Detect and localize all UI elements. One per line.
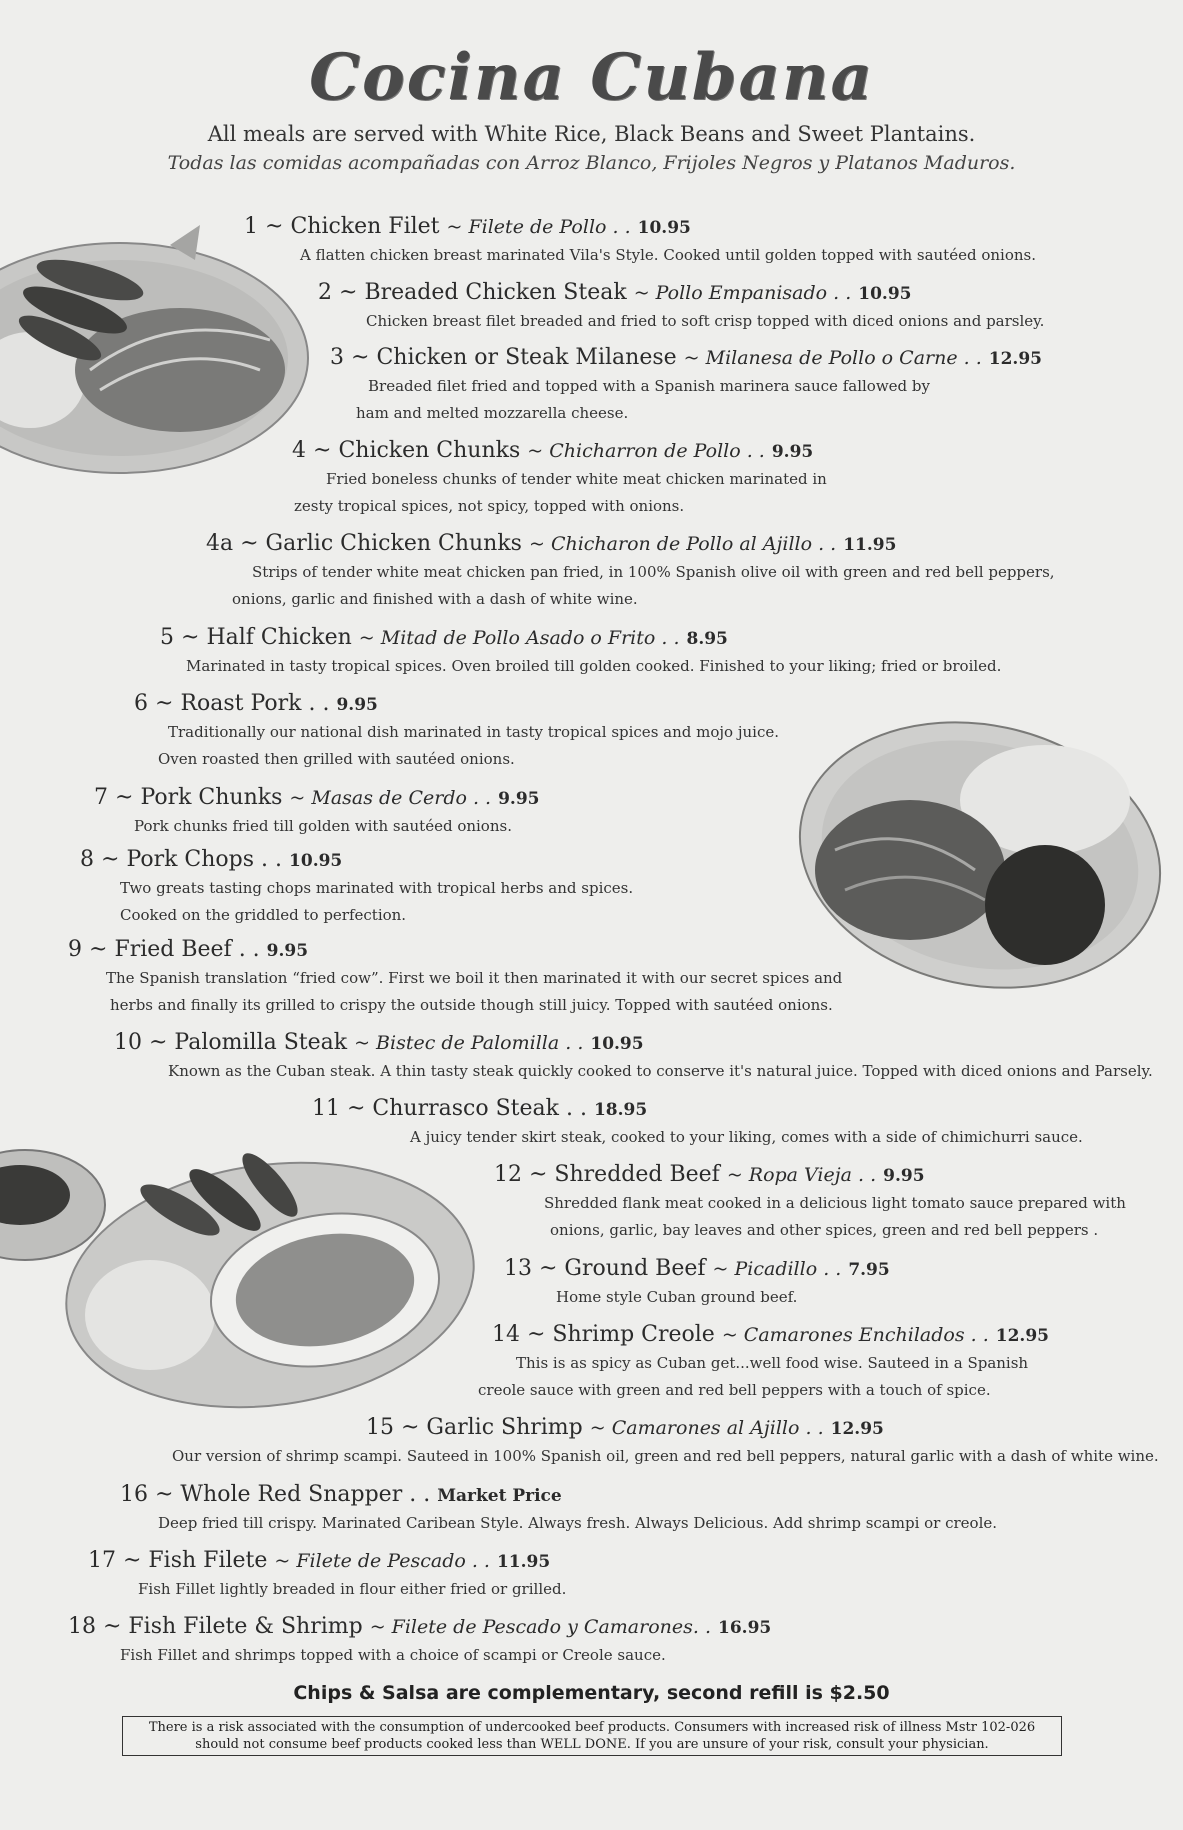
item-name: Garlic Chicken Chunks (265, 531, 522, 556)
item-name: Garlic Shrimp (426, 1415, 583, 1440)
menu-item-3: 3 ~ Chicken or Steak Milanese ~ Milanesa de Pollo o Carne . . 12.95 Breaded filet fried and topped with a Spanish marinera sauce fallowed by ham and melted mozzarella cheese. (330, 344, 1042, 427)
menu-item-5: 5 ~ Half Chicken ~ Mitad de Pollo Asado o Frito . . 8.95 Marinated in tasty tropical spices. Oven broiled till golden cooked. Finished to your liking; fried or broiled. (160, 624, 1001, 680)
intro-english: All meals are served with White Rice, Black Beans and Sweet Plantains. (207, 122, 976, 146)
item-desc: A flatten chicken breast marinated Vila's Style. Cooked until golden topped with sautéed onions. (300, 246, 1036, 264)
item-desc: Our version of shrimp scampi. Sauteed in 100% Spanish oil, green and red bell peppers, natural garlic with a dash of white wine. (172, 1447, 1159, 1465)
warning-line-1: There is a risk associated with the consumption of undercooked beef products. Consumers with increased risk of illness Mstr 102-026 (148, 1720, 1036, 1735)
item-desc: Shredded flank meat cooked in a delicious light tomato sauce prepared with (544, 1194, 1126, 1212)
item-name: Shrimp Creole (552, 1322, 715, 1347)
item-desc: zesty tropical spices, not spicy, topped with onions. (294, 497, 685, 515)
item-desc: Breaded filet fried and topped with a Spanish marinera sauce fallowed by (368, 377, 930, 395)
item-desc: Home style Cuban ground beef. (556, 1288, 798, 1306)
menu-item-9: 9 ~ Fried Beef . . 9.95 The Spanish translation “fried cow”. First we boil it then marinated it with our secret spices and herbs and finally its grilled to crispy the outside though still juicy. Topped with sautéed onions. (68, 936, 842, 1019)
item-name: Chicken Chunks (338, 438, 521, 463)
item-price: 11.95 (843, 535, 897, 555)
item-desc: Cooked on the griddled to perfection. (120, 906, 407, 924)
item-name: Fish Filete & Shrimp (128, 1614, 363, 1639)
item-price: 9.95 (498, 789, 540, 809)
item-desc: Fish Fillet and shrimps topped with a choice of scampi or Creole sauce. (120, 1646, 666, 1664)
item-desc: herbs and finally its grilled to crispy the outside though still juicy. Topped with sautéed onions. (110, 996, 833, 1014)
item-name: Ground Beef (564, 1256, 706, 1281)
menu-item-4: 4 ~ Chicken Chunks ~ Chicharron de Pollo . . 9.95 Fried boneless chunks of tender white meat chicken marinated in zesty tropical spices, not spicy, topped with onions. (292, 437, 827, 520)
menu-item-7: 7 ~ Pork Chunks ~ Masas de Cerdo . . 9.95 Pork chunks fried till golden with sautéed onions. (94, 784, 540, 840)
intro-spanish: Todas las comidas acompañadas con Arroz Blanco, Frijoles Negros y Platanos Maduros. (167, 152, 1016, 174)
menu-item-18: 18 ~ Fish Filete & Shrimp ~ Filete de Pescado y Camarones. . 16.95 Fish Fillet and shrimps topped with a choice of scampi or Creole sauce. (68, 1613, 771, 1669)
health-warning-box (122, 1716, 1062, 1756)
item-desc: Known as the Cuban steak. A thin tasty steak quickly cooked to conserve it's natural juice. Topped with diced onions and Parsely. (168, 1062, 1153, 1080)
item-price: 18.95 (593, 1100, 648, 1120)
item-price: 9.95 (883, 1166, 925, 1186)
menu-item-13: 13 ~ Ground Beef ~ Picadillo . . 7.95 Home style Cuban ground beef. (504, 1255, 890, 1311)
item-desc: Deep fried till crispy. Marinated Caribean Style. Always fresh. Always Delicious. Add shrimp scampi or creole. (158, 1514, 998, 1532)
item-desc: A juicy tender skirt steak, cooked to your liking, comes with a side of chimichurri sauce. (410, 1128, 1083, 1146)
menu-item-2: 2 ~ Breaded Chicken Steak ~ Pollo Empanisado . . 10.95 Chicken breast filet breaded and fried to soft crisp topped with diced onions and parsley. (318, 279, 1044, 335)
item-name: Palomilla Steak (174, 1030, 348, 1055)
menu-item-6: 6 ~ Roast Pork . . 9.95 Traditionally our national dish marinated in tasty tropical spices and mojo juice. Oven roasted then grilled with sautéed onions. (134, 690, 779, 773)
item-price: 7.95 (848, 1260, 890, 1280)
menu-item-11: 11 ~ Churrasco Steak . . 18.95 A juicy tender skirt steak, cooked to your liking, comes with a side of chimichurri sauce. (312, 1095, 1083, 1151)
item-name: Half Chicken (206, 625, 352, 650)
menu-item-10: 10 ~ Palomilla Steak ~ Bistec de Palomilla . . 10.95 Known as the Cuban steak. A thin tasty steak quickly cooked to conserve it's natural juice. Topped with diced onions and Parsely. (114, 1029, 1153, 1085)
item-price: 12.95 (995, 1326, 1049, 1346)
item-name: Churrasco Steak . . (372, 1096, 587, 1121)
item-spanish: ~ Filete de Pollo . . (446, 216, 631, 238)
item-price: 8.95 (686, 629, 728, 649)
item-price: 10.95 (637, 218, 691, 238)
item-desc: ham and melted mozzarella cheese. (356, 404, 629, 422)
item-name: Fish Filete (148, 1548, 268, 1573)
item-desc: The Spanish translation “fried cow”. First we boil it then marinated it with our secret spices and (106, 969, 843, 987)
menu-item-1 (244, 213, 1036, 269)
item-price: 12.95 (988, 349, 1042, 369)
item-price: 9.95 (336, 695, 378, 715)
item-price: 9.95 (266, 941, 309, 961)
item-desc: Traditionally our national dish marinated in tasty tropical spices and mojo juice. (168, 723, 779, 741)
item-desc: Two greats tasting chops marinated with tropical herbs and spices. (120, 879, 634, 897)
item-desc: Fried boneless chunks of tender white meat chicken marinated in (326, 470, 827, 488)
item-price: 12.95 (830, 1419, 884, 1439)
item-name: Pork Chops . . (126, 847, 283, 872)
item-name: Shredded Beef (554, 1162, 720, 1187)
item-price: 10.95 (289, 851, 343, 871)
item-desc: Oven roasted then grilled with sautéed onions. (158, 750, 515, 768)
item-name: Chicken Filet (290, 214, 440, 239)
item-name: Chicken or Steak Milanese (376, 345, 677, 370)
item-name: Roast Pork . . (180, 691, 330, 716)
item-name: Fried Beef . . (114, 937, 260, 962)
item-desc: onions, garlic and finished with a dash of white wine. (232, 590, 638, 608)
menu-title: Cocina Cubana (309, 40, 874, 115)
item-name: Pork Chunks (140, 785, 283, 810)
item-desc: Pork chunks fried till golden with sautéed onions. (134, 817, 512, 835)
shrimp-plate-photo (0, 1140, 480, 1415)
chips-salsa-note: Chips & Salsa are complementary, second refill is $2.50 (293, 1682, 890, 1704)
item-price: 10.95 (590, 1034, 644, 1054)
menu-item-12: 12 ~ Shredded Beef ~ Ropa Vieja . . 9.95 Shredded flank meat cooked in a delicious light tomato sauce prepared with onions, garlic, bay leaves and other spices, green and red bell peppers . (494, 1161, 1126, 1244)
menu-item-8: 8 ~ Pork Chops . . 10.95 Two greats tasting chops marinated with tropical herbs and spices. Cooked on the griddled to perfection. (80, 846, 633, 929)
item-price: 16.95 (718, 1618, 772, 1638)
item-desc: Marinated in tasty tropical spices. Oven broiled till golden cooked. Finished to your liking; fried or broiled. (186, 657, 1002, 675)
item-name: Breaded Chicken Steak (364, 280, 627, 305)
menu-item-14: 14 ~ Shrimp Creole ~ Camarones Enchilados . . 12.95 This is as spicy as Cuban get...well food wise. Sauteed in a Spanish creole sauce with green and red bell peppers with a touch of spice. (492, 1321, 1049, 1404)
item-desc: This is as spicy as Cuban get...well food wise. Sauteed in a Spanish (516, 1354, 1029, 1372)
item-title: 1 ~ (244, 214, 284, 239)
item-price: 11.95 (496, 1552, 551, 1572)
item-desc: creole sauce with green and red bell peppers with a touch of spice. (478, 1381, 991, 1399)
item-price: 9.95 (771, 442, 814, 462)
menu-item-4a: 4a ~ Garlic Chicken Chunks ~ Chicharon de Pollo al Ajillo . . 11.95 Strips of tender white meat chicken pan fried, in 100% Spanish olive oil with green and red bell peppers, onions, garlic and finished with a dash of white wine. (206, 530, 1055, 613)
item-price: 10.95 (858, 284, 912, 304)
item-name: Whole Red Snapper . . (180, 1482, 431, 1507)
warning-line-2: should not consume beef products cooked less than WELL DONE. If you are unsure of your risk, consult your physician. (195, 1737, 989, 1752)
item-desc: Fish Fillet lightly breaded in flour either fried or grilled. (138, 1580, 567, 1598)
menu-item-17: 17 ~ Fish Filete ~ Filete de Pescado . . 11.95 Fish Fillet lightly breaded in flour either fried or grilled. (88, 1547, 566, 1603)
item-desc: Chicken breast filet breaded and fried to soft crisp topped with diced onions and parsley. (366, 312, 1045, 330)
menu-item-16: 16 ~ Whole Red Snapper . . Market Price Deep fried till crispy. Marinated Caribean Style. Always fresh. Always Delicious. Add shrimp scampi or creole. (120, 1481, 997, 1537)
item-price: Market Price (437, 1486, 562, 1506)
item-desc: Strips of tender white meat chicken pan fried, in 100% Spanish olive oil with green and red bell peppers, (252, 563, 1055, 581)
pork-plate-photo (795, 720, 1183, 990)
item-desc: onions, garlic, bay leaves and other spices, green and red bell peppers . (550, 1221, 1099, 1239)
menu-item-15: 15 ~ Garlic Shrimp ~ Camarones al Ajillo . . 12.95 Our version of shrimp scampi. Sauteed in 100% Spanish oil, green and red bell peppers, natural garlic with a dash of white wine. (366, 1414, 1159, 1470)
